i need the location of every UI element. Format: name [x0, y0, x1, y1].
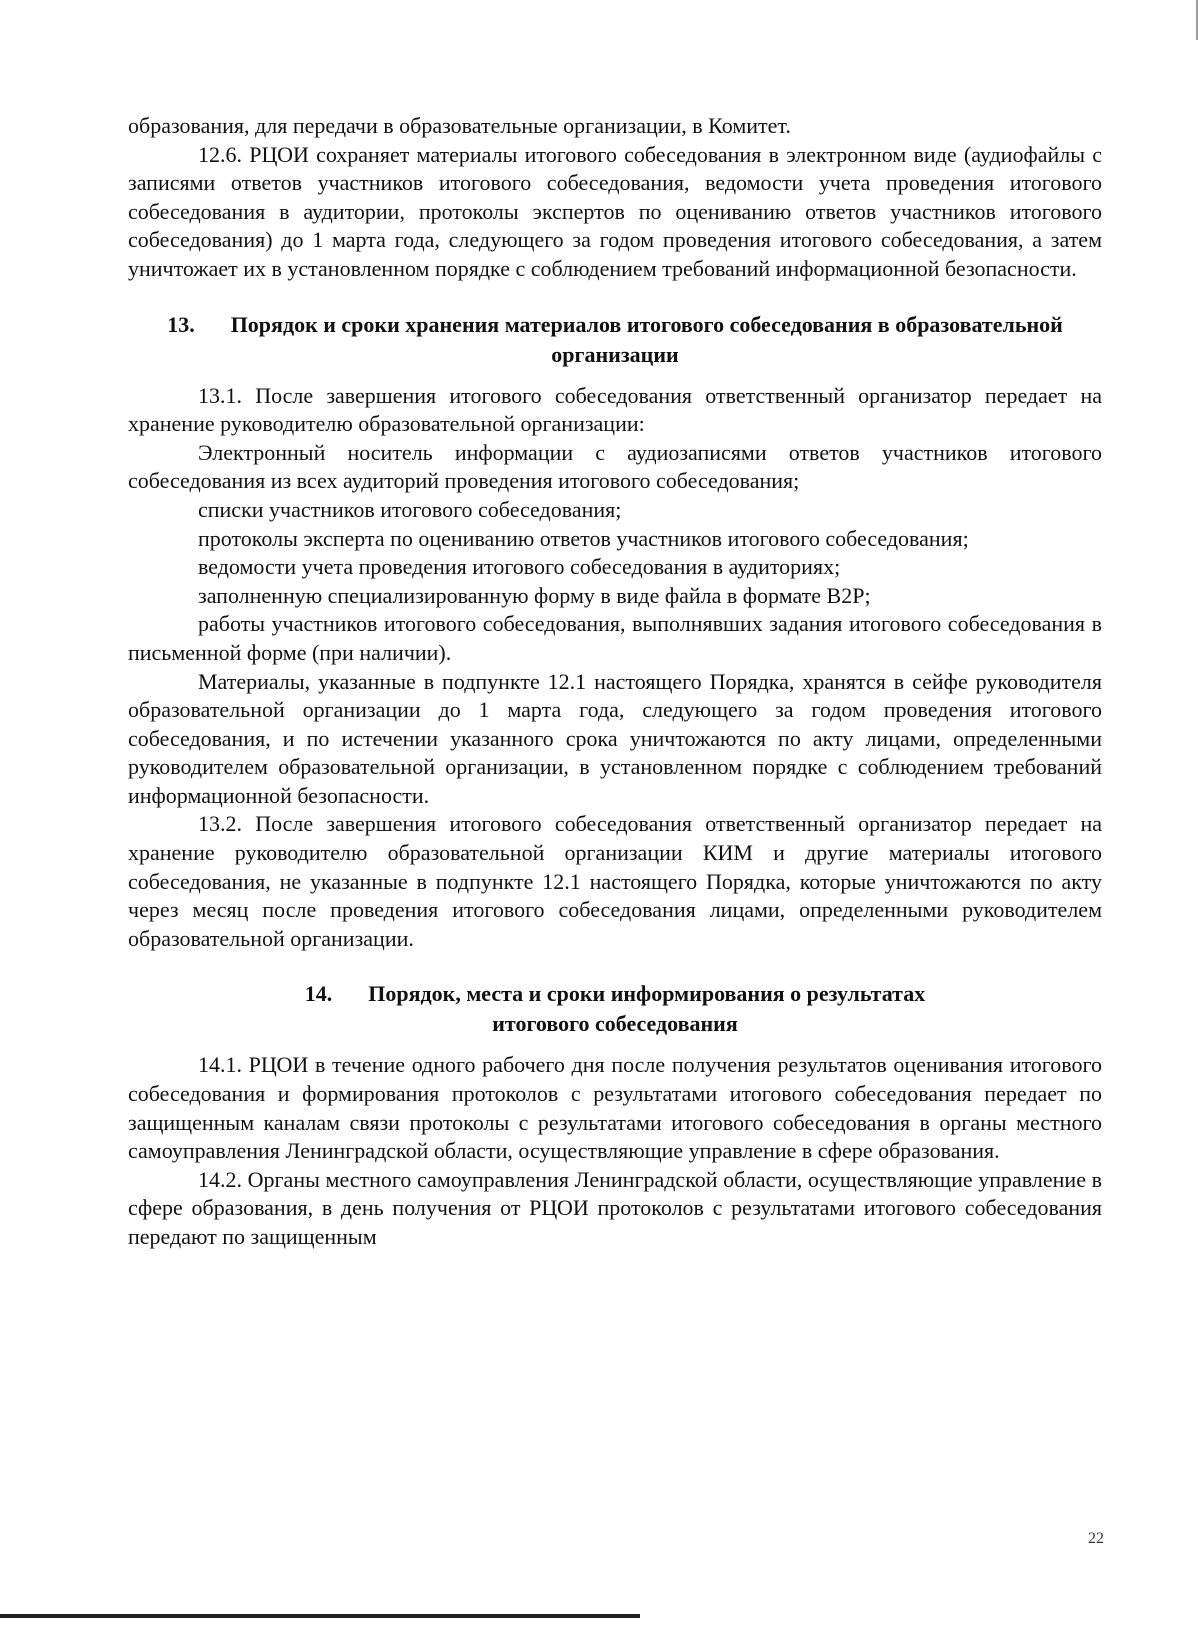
list-item-b2p-form: заполненную специализированную форму в виде файла в формате B2P; — [198, 582, 871, 608]
paragraph-continuation: образования, для передачи в образовательные организации, в Комитет. — [128, 113, 791, 138]
section-14-heading — [128, 979, 1102, 1039]
page-number: 22 — [1088, 1530, 1104, 1547]
document-page — [128, 112, 1102, 1252]
section-13-heading — [128, 310, 1102, 370]
list-item-statements: ведомости учета проведения итогового собеседования в аудиториях; — [198, 554, 841, 580]
section-13-number: 13. — [167, 311, 195, 337]
scan-edge-bottom — [0, 1614, 640, 1618]
section-14-title-line-1 — [128, 979, 1102, 1009]
list-item-participant-lists: списки участников итогового собеседования; — [198, 496, 622, 522]
paragraph-materials-storage: Материалы, указанные в подпункте 12.1 настоящего Порядка, хранятся в сейфе руководителя образовательной организации до 1 марта года, следующего за годом проведения итогового собеседования, и по истечении указанного срока уничтожаются по акту лицами, определенными руководителем образовательной организации, в установленном порядке с соблюдением требований информационной безопасности. — [128, 668, 1102, 808]
paragraph-13-1: 13.1. После завершения итогового собеседования ответственный организатор передает на хранение руководителю образовательной организации: — [128, 382, 1102, 437]
list-item-electronic-media: Электронный носитель информации с аудиозаписями ответов участников итогового собеседования из всех аудиторий проведения итогового собеседования; — [128, 439, 1102, 494]
scan-edge-right — [1196, 0, 1198, 40]
section-13-title: Порядок и сроки хранения материалов итогового собеседования в образовательной организации — [230, 311, 1063, 367]
section-14-title: Порядок, места и сроки информирования о результатах — [368, 981, 926, 1007]
paragraph-13-2: 13.2. После завершения итогового собеседования ответственный организатор передает на хранение руководителю образовательной организации КИМ и другие материалы итогового собеседования, не указанные в подпункте 12.1 настоящего Порядка, которые уничтожаются по акту через месяц после проведения итогового собеседования лицами, определенными руководителем образовательной организации. — [128, 811, 1102, 951]
paragraph-12-6: 12.6. РЦОИ сохраняет материалы итогового собеседования в электронном виде (аудиофайлы с записями ответов участников итогового собеседования, ведомости учета проведения итогового собеседования в аудитории, протоколы экспертов по оцениванию ответов участников итогового собеседования) до 1 марта года, следующего за годом проведения итогового собеседования, а затем уничтожает их в установленном порядке с соблюдением требований информационной безопасности. — [128, 141, 1102, 281]
paragraph-14-1: 14.1. РЦОИ в течение одного рабочего дня после получения результатов оценивания итогового собеседования и формирования протоколов с результатами итогового собеседования передает по защищенным каналам связи протоколы с результатами итогового собеседования в органы местного самоуправления Ленинградской области, осуществляющие управление в сфере образования. — [128, 1052, 1102, 1164]
list-item-written-works: работы участников итогового собеседования, выполнявших задания итогового собеседования в письменной форме (при наличии). — [128, 611, 1102, 665]
list-item-expert-protocols: протоколы эксперта по оцениванию ответов участников итогового собеседования; — [198, 525, 969, 551]
paragraph-14-2: 14.2. Органы местного самоуправления Ленинградской области, осуществляющие управление в сфере образования, в день получения от РЦОИ протоколов с результатами итогового собеседования передают по защищенным — [128, 1166, 1102, 1249]
section-14-number: 14. — [304, 981, 333, 1007]
section-14-title-line-2: итогового собеседования — [492, 1011, 738, 1037]
